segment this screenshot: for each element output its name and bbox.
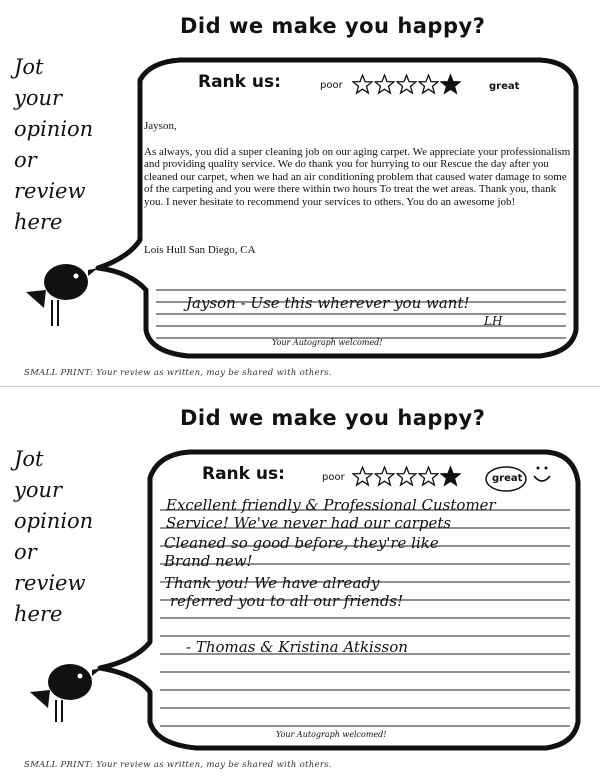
rating-poor-label: poor	[320, 80, 343, 91]
greeting: Jayson,	[144, 120, 177, 132]
small-print: SMALL PRINT: Your review as written, may be shared with others.	[24, 760, 332, 770]
rating-poor-label: poor	[322, 472, 345, 483]
hand-line-4: Brand new!	[164, 552, 253, 570]
hand-line-3: Cleaned so good before, they're like	[164, 534, 439, 552]
star-icon	[418, 466, 439, 487]
bird-icon	[30, 664, 102, 722]
star-icon	[352, 466, 373, 487]
hand-line-1: Excellent friendly & Professional Customer	[166, 496, 496, 514]
rating-great-label: great	[489, 81, 520, 92]
side-word: or	[14, 540, 37, 564]
autograph-hint: Your Autograph welcomed!	[272, 338, 383, 347]
star-icon	[352, 74, 373, 95]
hand-line-5: Thank you! We have already	[164, 574, 380, 592]
small-print: SMALL PRINT: Your review as written, may be shared with others.	[24, 368, 332, 378]
card-divider	[0, 386, 600, 387]
review-body: As always, you did a super cleaning job on our aging carpet. We appreciate your professionalism and providing quality service. We do thank you for hurrying to our Rescue the day after you cleaned our carpet, when we had an air conditioning problem that caused water damage to some of the carpeting and you were there within two hours To treat the wet areas. Thank you, thank you. I never hesitate to recommend your services to others. You do an awesome job!	[144, 146, 571, 208]
side-word: here	[14, 210, 63, 234]
rating-great-label: great	[492, 473, 523, 484]
star-icon	[374, 466, 395, 487]
side-word: your	[14, 478, 63, 502]
smiley-icon	[530, 460, 554, 490]
star-icon	[374, 74, 395, 95]
rank-label: Rank us:	[202, 464, 285, 484]
autograph-hint: Your Autograph welcomed!	[276, 730, 387, 739]
rank-label: Rank us:	[198, 72, 281, 92]
reviewer-signature: Lois Hull San Diego, CA	[144, 244, 256, 256]
star-icon	[396, 466, 417, 487]
review-card-2	[0, 392, 600, 777]
card-title: Did we make you happy?	[180, 406, 486, 430]
handwritten-note: Jayson - Use this wherever you want!	[186, 294, 470, 312]
star-icon	[396, 74, 417, 95]
side-word: Jot	[14, 447, 44, 471]
side-word: review	[14, 571, 86, 595]
side-word: Jot	[14, 55, 44, 79]
star-icon	[440, 74, 461, 95]
side-word: here	[14, 602, 63, 626]
side-word: or	[14, 148, 37, 172]
hand-line-6: referred you to all our friends!	[170, 592, 404, 610]
handwritten-initials: LH	[484, 314, 503, 328]
hand-line-2: Service! We've never had our carpets	[166, 514, 452, 532]
star-icon	[440, 466, 461, 487]
card-title: Did we make you happy?	[180, 14, 486, 38]
side-word: opinion	[14, 509, 94, 533]
star-rating	[352, 74, 461, 95]
bird-icon	[26, 264, 98, 326]
side-word: opinion	[14, 117, 94, 141]
side-word: review	[14, 179, 86, 203]
star-icon	[418, 74, 439, 95]
hand-signature: - Thomas & Kristina Atkisson	[186, 638, 408, 656]
star-rating	[352, 466, 461, 487]
review-card-1	[0, 0, 600, 385]
side-word: your	[14, 86, 63, 110]
